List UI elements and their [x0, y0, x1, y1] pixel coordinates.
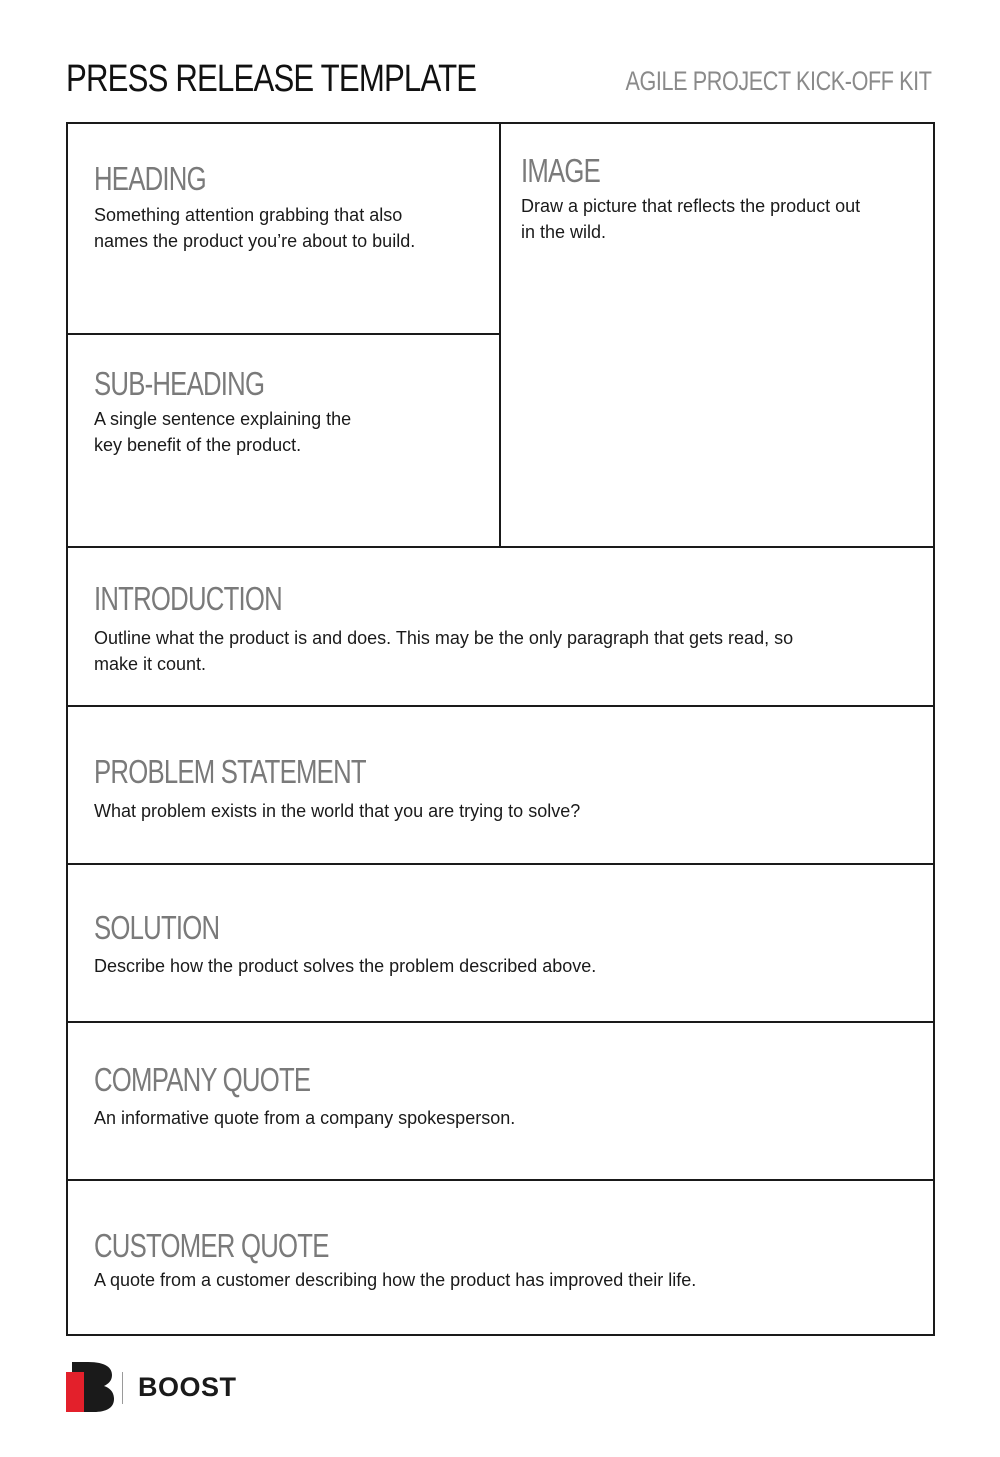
section-description: Describe how the product solves the problem described above. [94, 956, 597, 976]
template-grid [66, 122, 935, 1336]
page-title: PRESS RELEASE TEMPLATE [66, 58, 477, 100]
description-line: A single sentence explaining the [94, 409, 352, 429]
company-quote-section [68, 1021, 933, 1179]
image-section [501, 124, 933, 546]
section-title: PROBLEM STATEMENT [94, 753, 366, 790]
section-title: SOLUTION [94, 909, 220, 946]
kit-name: AGILE PROJECT KICK-OFF KIT [625, 66, 932, 96]
description-line: Draw a picture that reflects the product out [521, 196, 861, 216]
problem-statement-section [68, 705, 933, 863]
introduction-section [68, 546, 933, 705]
description-line: key benefit of the product. [94, 435, 302, 455]
section-title: INTRODUCTION [94, 580, 282, 617]
section-description [521, 193, 860, 245]
boost-logo [66, 1362, 266, 1414]
section-description [94, 406, 351, 458]
customer-quote-section [68, 1179, 933, 1334]
section-title: IMAGE [521, 152, 601, 189]
brand-name: BOOST [138, 1372, 237, 1402]
section-title: SUB-HEADING [94, 365, 265, 402]
section-description: An informative quote from a company spokesperson. [94, 1108, 516, 1128]
section-description [94, 202, 415, 254]
section-title: CUSTOMER QUOTE [94, 1227, 329, 1264]
solution-section [68, 863, 933, 1021]
description-line: names the product you’re about to build. [94, 231, 416, 251]
heading-section [68, 124, 501, 335]
logo-divider [122, 1372, 123, 1404]
section-title: COMPANY QUOTE [94, 1061, 311, 1098]
description-line: make it count. [94, 654, 207, 674]
section-description [94, 625, 793, 677]
section-description: A quote from a customer describing how the product has improved their life. [94, 1270, 697, 1290]
description-line: Something attention grabbing that also [94, 205, 403, 225]
subheading-section [68, 335, 501, 546]
boost-logo-icon [66, 1362, 114, 1412]
description-line: in the wild. [521, 222, 607, 242]
section-title: HEADING [94, 160, 206, 197]
section-description: What problem exists in the world that you are trying to solve? [94, 801, 581, 821]
description-line: Outline what the product is and does. This may be the only paragraph that gets read, so [94, 628, 794, 648]
